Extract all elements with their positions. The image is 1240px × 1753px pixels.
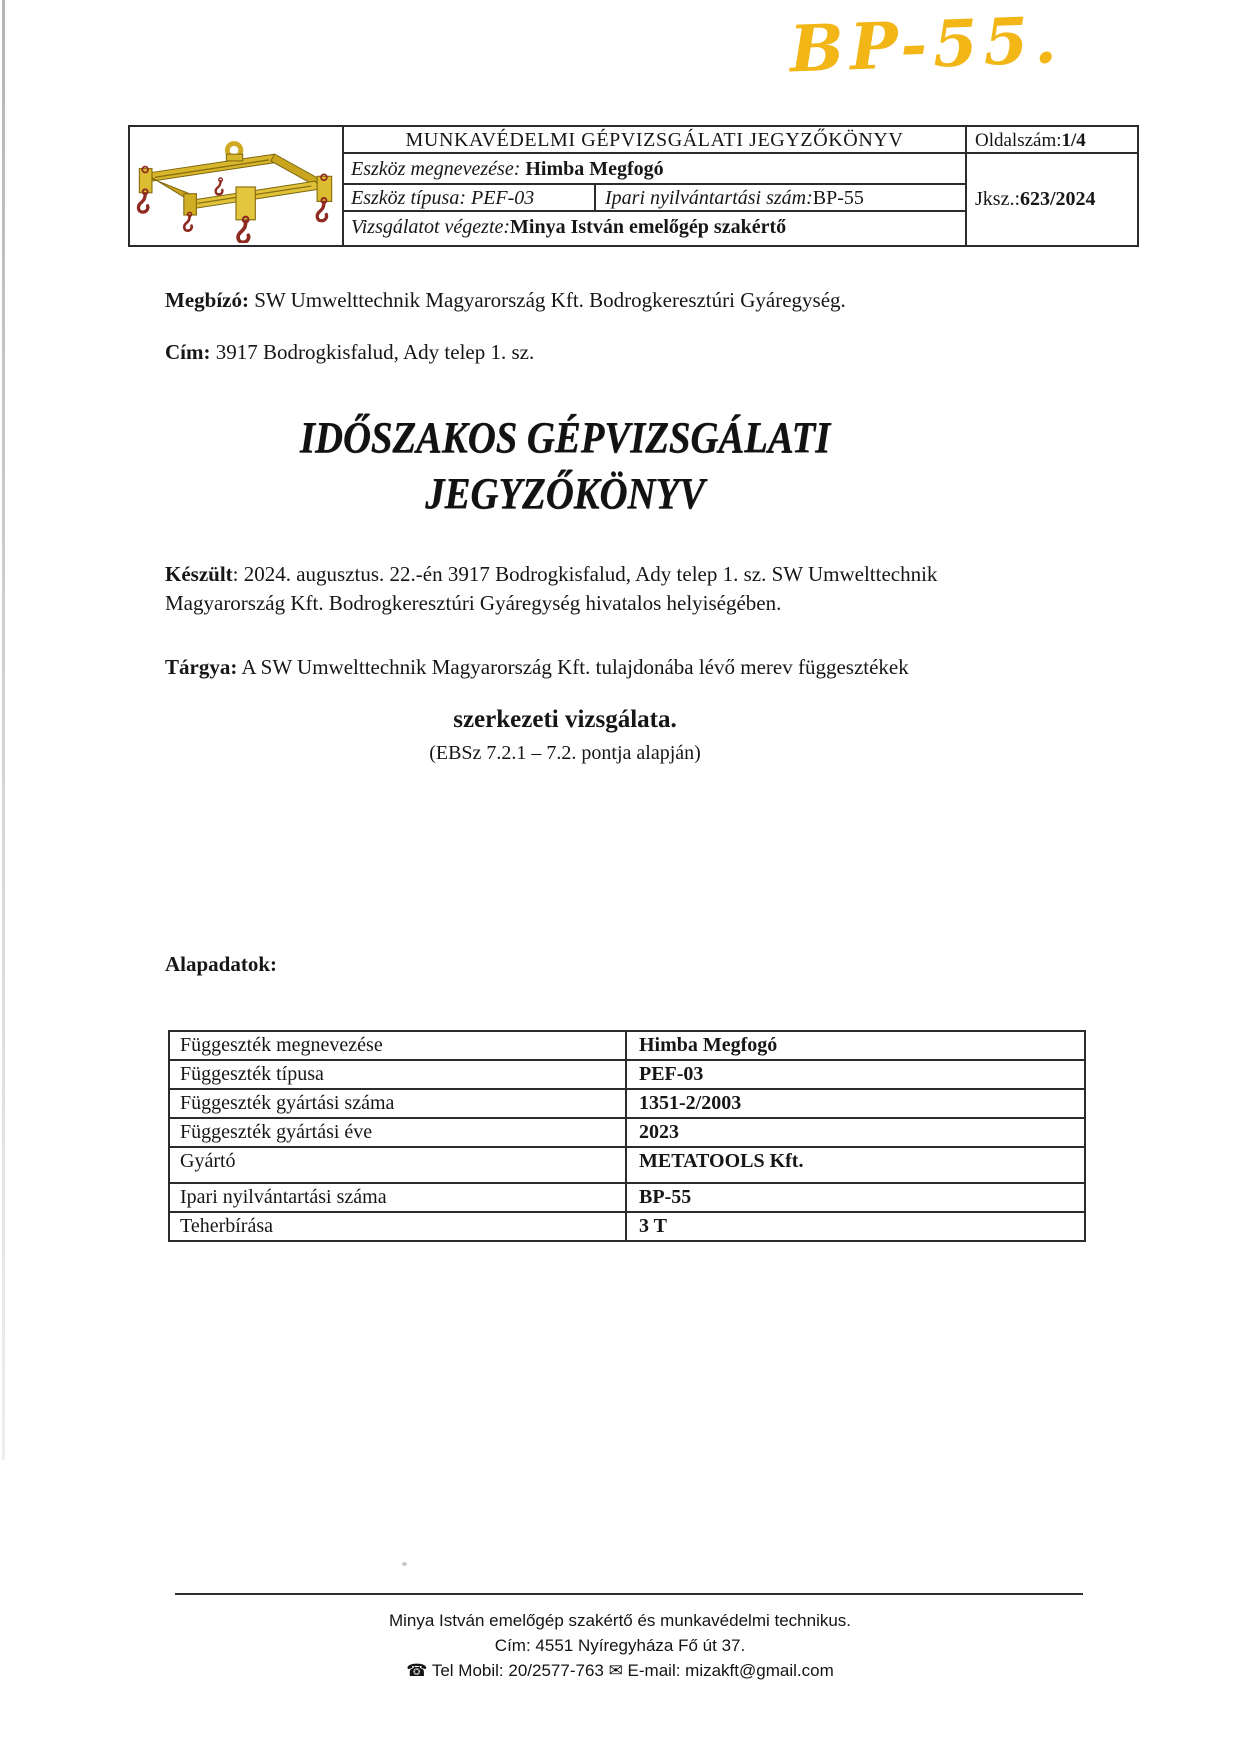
row-label: Gyártó [170,1148,627,1182]
address-value: 3917 Bodrogkisfalud, Ady telep 1. sz. [210,340,535,364]
row-label: Függeszték gyártási száma [170,1090,627,1117]
row-value: Himba Megfogó [639,1034,778,1056]
device-type: Eszköz típusa: PEF-03 [344,185,596,210]
inspector-value: Minya István emelőgép szakértő [510,216,787,238]
row-value: 3 T [639,1215,667,1237]
industrial-registry [596,185,965,210]
table-row [170,1148,1084,1184]
row-label: Függeszték gyártási éve [170,1119,627,1146]
subject-continuation: szerkezeti vizsgálata. [453,706,677,733]
client-line [165,288,846,313]
device-name-row [344,154,965,185]
footer-address-line: Cím: 4551 Nyíregyháza Fő út 37. [494,1636,746,1655]
client-value: SW Umwelttechnik Magyarország Kft. Bodrogkeresztúri Gyáregység. [248,288,846,312]
table-row [170,1061,1084,1090]
table-row [170,1119,1084,1148]
main-title-line1: IDŐSZAKOS GÉPVIZSGÁLATI [299,413,831,462]
row-value: 2023 [639,1121,679,1143]
footer [140,1608,1100,1683]
header-middle-column [344,127,967,245]
row-value: PEF-03 [639,1063,704,1085]
row-label: Teherbírása [170,1213,627,1240]
made-line1-rest: : 2024. augusztus. 22.-én 3917 Bodrogkisfalud, Ady telep 1. sz. SW Umwelttechnik [232,562,938,586]
regulation-reference: (EBSz 7.2.1 – 7.2. pontja alapján) [429,742,701,764]
table-row [170,1032,1084,1061]
table-row [170,1184,1084,1213]
page-number-cell [967,127,1137,154]
page-number-value: 1/4 [1061,130,1086,151]
device-name-label: Eszköz megnevezése: [351,158,521,180]
footer-phone: Tel Mobil: 20/2577-763 [427,1661,609,1680]
footer-divider [175,1593,1083,1595]
phone-icon: ☎ [406,1661,428,1680]
subject-line [165,655,909,680]
table-row [170,1090,1084,1119]
main-title-line2: JEGYZŐKÖNYV [425,469,705,518]
footer-contact-line [140,1658,1100,1683]
address-line [165,340,534,365]
table-row [170,1213,1084,1240]
row-value: BP-55 [639,1186,692,1208]
device-type-row [344,185,965,212]
basic-data-table [168,1030,1086,1242]
lifting-beam-logo [132,129,340,243]
footer-name-line: Minya István emelőgép szakértő és munkavédelmi technikus. [388,1611,852,1630]
header-title: MUNKAVÉDELMI GÉPVIZSGÁLATI JEGYZŐKÖNYV [344,127,965,154]
subject-value: A SW Umwelttechnik Magyarország Kft. tulajdonába lévő merev függesztékek [237,655,909,679]
subject-label: Tárgya: [165,655,238,679]
device-name-value: Himba Megfogó [525,158,664,180]
industrial-registry-value: BP-55 [812,187,864,209]
inspector-label: Vizsgálatot végezte: [351,216,511,238]
made-line1 [165,560,1115,589]
industrial-registry-label: Ipari nyilvántartási szám: [605,187,813,209]
footer-email: E-mail: mizakft@gmail.com [622,1661,834,1680]
row-label: Függeszték megnevezése [170,1032,627,1059]
client-label: Megbízó: [165,288,249,312]
made-line2: Magyarország Kft. Bodrogkeresztúri Gyáregység hivatalos helyiségében. [165,591,782,615]
page-number-label: Oldalszám: [975,130,1062,151]
mail-icon: ✉ [608,1661,623,1680]
header-right-column [967,127,1137,245]
inspector-row [344,212,965,245]
main-title [68,410,1062,522]
case-number-cell [967,154,1137,245]
row-label: Ipari nyilvántartási száma [170,1184,627,1211]
case-number-label: Jksz.: [975,188,1020,210]
logo-cell [130,127,344,245]
row-value: METATOOLS Kft. [639,1150,804,1172]
row-value: 1351-2/2003 [639,1092,742,1114]
case-number-value: 623/2024 [1020,188,1096,210]
made-label: Készült [165,562,233,586]
header-table [128,125,1139,247]
basic-data-heading: Alapadatok: [165,952,278,976]
scan-speck-artifact [402,1562,407,1566]
address-label: Cím: [165,340,211,364]
handwritten-registry-code: BP-55. [788,2,1064,88]
row-label: Függeszték típusa [170,1061,627,1088]
made-paragraph [165,560,1115,618]
